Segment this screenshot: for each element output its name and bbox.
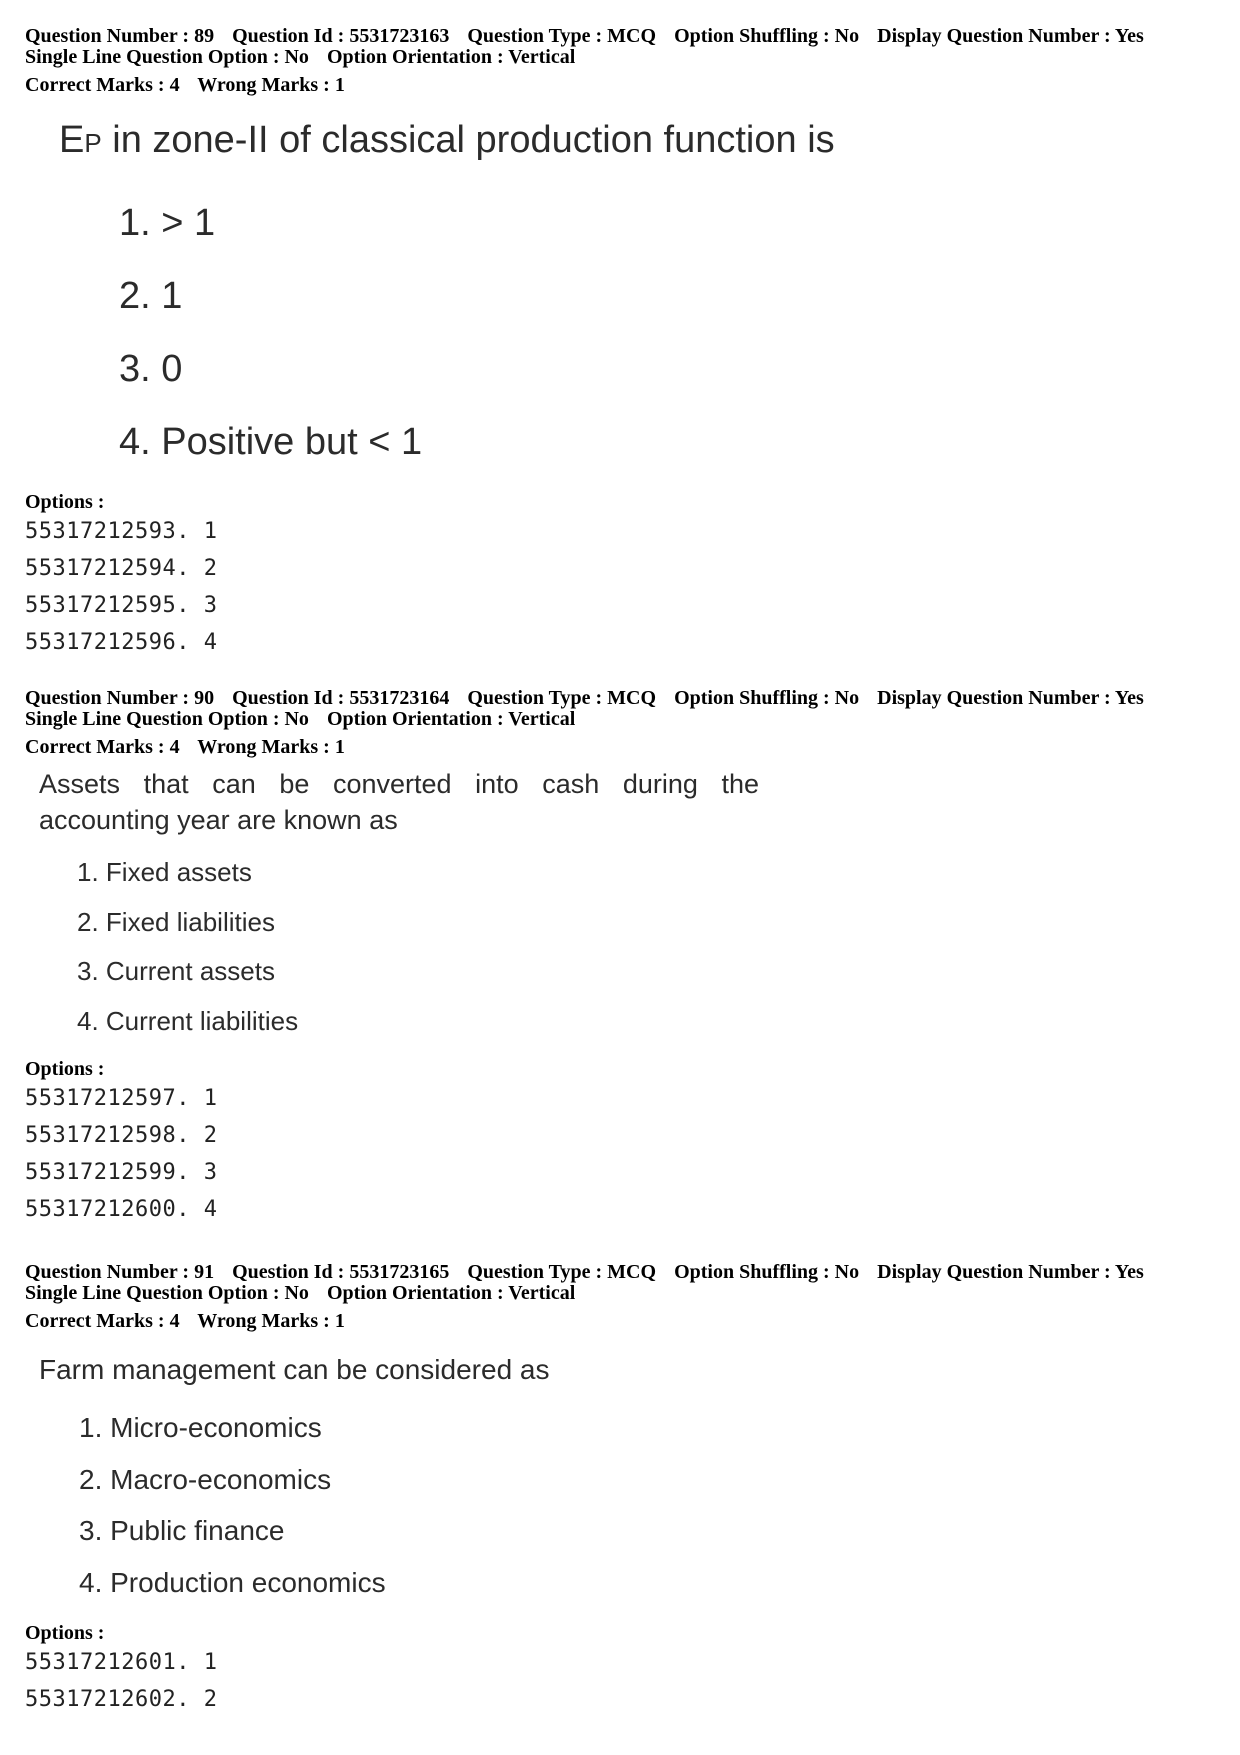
meta-line-1 (25, 688, 1215, 709)
marks-line (25, 737, 1215, 758)
display-question-number: Display Question Number : Yes (877, 25, 1144, 47)
option-id: 55317212597. (25, 1086, 190, 1111)
option-id: 55317212593. (25, 519, 190, 544)
options-label: Options : (25, 491, 105, 513)
correct-marks: Correct Marks : 4 (25, 1310, 180, 1332)
option-shuffling: Option Shuffling : No (674, 687, 860, 709)
wrong-marks: Wrong Marks : 1 (197, 1310, 345, 1332)
choice-item: 1. Fixed assets (77, 857, 252, 887)
option-row (25, 1154, 1215, 1191)
option-orientation: Option Orientation : Vertical (326, 708, 576, 730)
option-id: 55317212599. (25, 1160, 190, 1185)
option-number: 2 (189, 1123, 218, 1148)
question-number: Question Number : 89 (25, 25, 215, 47)
question-type: Question Type : MCQ (467, 25, 657, 47)
single-line-option: Single Line Question Option : No (25, 1282, 309, 1304)
question-meta (25, 1262, 1215, 1332)
question-type: Question Type : MCQ (467, 687, 657, 709)
correct-marks: Correct Marks : 4 (25, 74, 180, 96)
question-meta (25, 26, 1215, 96)
question-choices (25, 848, 1215, 1046)
option-id: 55317212602. (25, 1687, 190, 1712)
question-id: Question Id : 5531723165 (232, 1261, 450, 1283)
option-number: 3 (189, 1160, 218, 1185)
choice-item: 1. Micro-economics (79, 1412, 322, 1443)
meta-line-2 (25, 47, 1215, 68)
question-image (25, 118, 1215, 479)
option-row (25, 1117, 1215, 1154)
question-id: Question Id : 5531723163 (232, 25, 450, 47)
option-number: 1 (189, 1086, 218, 1111)
option-id: 55317212600. (25, 1197, 190, 1222)
option-number: 1 (189, 519, 218, 544)
single-line-option: Single Line Question Option : No (25, 708, 309, 730)
choice-item: 4. Positive but < 1 (119, 421, 423, 463)
choice-item: 2. Fixed liabilities (77, 906, 275, 937)
option-number: 2 (189, 556, 218, 581)
option-id: 55317212594. (25, 556, 190, 581)
option-id: 55317212596. (25, 630, 190, 655)
options-list (25, 1080, 1215, 1228)
marks-line (25, 75, 1215, 96)
option-shuffling: Option Shuffling : No (674, 1261, 860, 1283)
wrong-marks: Wrong Marks : 1 (197, 736, 345, 758)
question-number: Question Number : 91 (25, 1261, 215, 1283)
choice-item: 2. 1 (119, 275, 183, 317)
option-orientation: Option Orientation : Vertical (326, 1282, 576, 1304)
option-number: 4 (189, 1197, 218, 1222)
option-number: 4 (189, 630, 218, 655)
options-list (25, 513, 1215, 661)
option-orientation: Option Orientation : Vertical (326, 46, 576, 68)
meta-line-2 (25, 709, 1215, 730)
choice-item: 4. Production economics (79, 1566, 386, 1598)
marks-line (25, 1311, 1215, 1332)
option-shuffling: Option Shuffling : No (674, 25, 860, 47)
option-id: 55317212595. (25, 593, 190, 618)
question-block-89 (25, 26, 1215, 661)
option-number: 1 (189, 1650, 218, 1675)
option-row (25, 624, 1215, 661)
question-stem (59, 118, 1215, 165)
question-choices (25, 187, 1215, 479)
single-line-option: Single Line Question Option : No (25, 46, 309, 68)
stem-subscript: P (84, 128, 102, 158)
question-meta (25, 688, 1215, 758)
options-label: Options : (25, 1622, 105, 1644)
question-stem: Farm management can be considered as (39, 1354, 550, 1385)
meta-line-1 (25, 26, 1215, 47)
choice-item: 3. 0 (119, 348, 183, 390)
question-stem-line-2: accounting year are known as (39, 805, 398, 835)
choice-item: 4. Current liabilities (77, 1005, 299, 1036)
question-number: Question Number : 90 (25, 687, 215, 709)
correct-marks: Correct Marks : 4 (25, 736, 180, 758)
question-image (25, 766, 1215, 1046)
question-block-90 (25, 688, 1215, 1228)
question-stem-line-1: Assets that can be converted into cash during the (39, 769, 759, 799)
option-number: 2 (189, 1687, 218, 1712)
question-type: Question Type : MCQ (467, 1261, 657, 1283)
options-label: Options : (25, 1058, 105, 1080)
question-choices (25, 1402, 1215, 1608)
stem-rest: in zone-II of classical production function is (101, 119, 835, 161)
meta-line-1 (25, 1262, 1215, 1283)
option-row (25, 1080, 1215, 1117)
question-image (25, 1352, 1215, 1608)
stem-main: E (59, 119, 85, 161)
choice-item: 3. Public finance (79, 1515, 285, 1546)
choice-item: 2. Macro-economics (79, 1463, 332, 1495)
option-row (25, 1644, 1215, 1681)
option-number: 3 (189, 593, 218, 618)
options-list (25, 1644, 1215, 1718)
option-row (25, 550, 1215, 587)
display-question-number: Display Question Number : Yes (877, 687, 1144, 709)
option-row (25, 1681, 1215, 1718)
option-id: 55317212598. (25, 1123, 190, 1148)
meta-line-2 (25, 1283, 1215, 1304)
question-id: Question Id : 5531723164 (232, 687, 450, 709)
choice-item: 1. > 1 (119, 202, 216, 244)
choice-item: 3. Current assets (77, 956, 275, 986)
option-id: 55317212601. (25, 1650, 190, 1675)
option-row (25, 1191, 1215, 1228)
question-block-91 (25, 1262, 1215, 1718)
option-row (25, 587, 1215, 624)
option-row (25, 513, 1215, 550)
wrong-marks: Wrong Marks : 1 (197, 74, 345, 96)
display-question-number: Display Question Number : Yes (877, 1261, 1144, 1283)
